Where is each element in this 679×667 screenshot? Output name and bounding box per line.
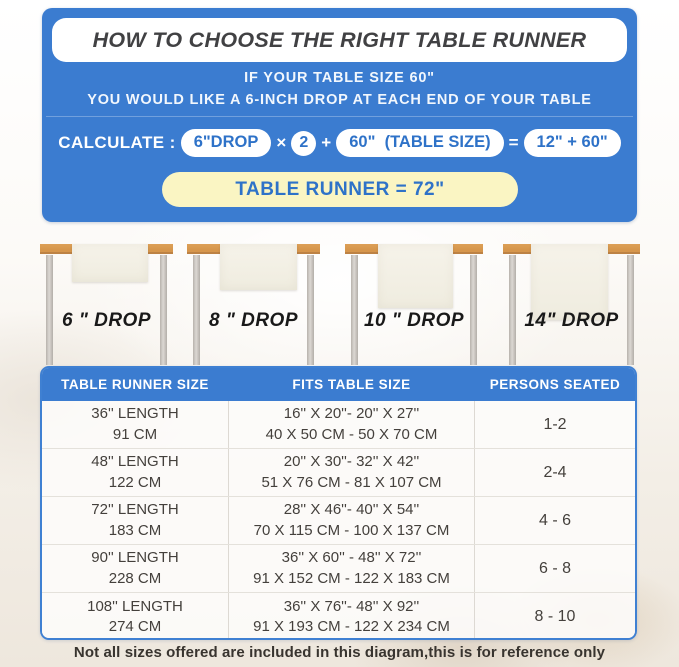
fits-size-line1: 36'' X 60'' - 48'' X 72''	[281, 549, 422, 567]
table-row	[42, 593, 635, 640]
cell-fits-size	[228, 401, 475, 448]
fits-size-line2: 40 X 50 CM - 50 X 70 CM	[265, 425, 438, 443]
cell-runner-size	[42, 497, 228, 544]
table-row	[42, 497, 635, 545]
header-banner	[42, 8, 637, 222]
footnote: Not all sizes offered are included in this diagram,this is for reference only	[73, 644, 606, 661]
cell-runner-size	[42, 593, 228, 640]
sum-pill: 12" + 60"	[524, 129, 621, 156]
runner-size-line2: 183 CM	[108, 521, 162, 539]
size-table-header	[42, 368, 635, 401]
times-operator: ×	[276, 133, 287, 152]
fits-size-line2: 91 X 152 CM - 122 X 183 CM	[253, 569, 450, 587]
fits-size-line1: 20'' X 30''- 32'' X 42''	[283, 453, 420, 471]
table-figure-10-drop	[345, 244, 483, 366]
drop-pill: 6"DROP	[181, 129, 272, 156]
header-cell-runner-size: TABLE RUNNER SIZE	[61, 377, 209, 392]
table-figure-6-drop	[40, 244, 173, 366]
runner-size-line2: 91 CM	[112, 425, 158, 443]
header-cell-fits-size: FITS TABLE SIZE	[292, 377, 411, 392]
runner-size-line1: 90'' LENGTH	[91, 549, 179, 567]
runner-size-line2: 274 CM	[108, 618, 162, 635]
table-runner-swatch	[220, 244, 297, 290]
subtitle-line-2: YOU WOULD LIKE A 6-INCH DROP AT EACH END OF YOUR TABLE	[87, 92, 592, 108]
table-row	[42, 545, 635, 593]
table-figure-14-drop	[503, 244, 640, 366]
plus-operator: +	[321, 133, 332, 152]
equals-operator: =	[508, 133, 519, 152]
table-row	[42, 449, 635, 497]
fits-size-line2: 51 X 76 CM - 81 X 107 CM	[261, 473, 442, 491]
multiplier-badge: 2	[291, 131, 316, 156]
table-runner-swatch	[531, 244, 608, 320]
cell-persons: 8 - 10	[534, 608, 576, 626]
size-table	[40, 366, 637, 640]
drop-label: 10 " DROP	[363, 310, 465, 331]
calc-row	[42, 128, 637, 158]
fits-size-line1: 36'' X 76''- 48'' X 92''	[283, 597, 420, 615]
fits-size-line1: 28'' X 46''- 40'' X 54''	[283, 501, 420, 519]
drop-label: 6 " DROP	[61, 310, 152, 331]
fits-size-line2: 70 X 115 CM - 100 X 137 CM	[253, 521, 450, 539]
runner-size-line1: 36'' LENGTH	[91, 405, 179, 423]
cell-persons: 4 - 6	[538, 511, 571, 529]
page-title: HOW TO CHOOSE THE RIGHT TABLE RUNNER	[92, 27, 587, 52]
title-box	[52, 18, 627, 62]
cell-fits-size	[228, 449, 475, 496]
fits-size-line2: 91 X 193 CM - 122 X 234 CM	[253, 618, 450, 635]
runner-size-line1: 72'' LENGTH	[91, 501, 179, 519]
cell-fits-size	[228, 545, 475, 592]
drop-label: 14" DROP	[524, 310, 619, 331]
drop-label: 8 " DROP	[208, 310, 299, 331]
drop-diagram	[0, 244, 679, 366]
table-figure-8-drop	[187, 244, 320, 366]
runner-size-line2: 122 CM	[108, 473, 162, 491]
cell-persons: 1-2	[543, 415, 567, 433]
table-runner-swatch	[378, 244, 453, 308]
table-row	[42, 401, 635, 449]
table-runner-swatch	[72, 244, 148, 282]
cell-fits-size	[228, 497, 475, 544]
runner-total-pill: TABLE RUNNER = 72"	[162, 172, 518, 207]
cell-runner-size	[42, 401, 228, 448]
banner-divider	[46, 116, 633, 117]
calc-label: CALCULATE :	[58, 133, 176, 152]
cell-runner-size	[42, 449, 228, 496]
table-size-pill: 60" (TABLE SIZE)	[336, 129, 503, 156]
header-cell-persons: PERSONS SEATED	[489, 377, 621, 392]
runner-size-line1: 48'' LENGTH	[91, 453, 179, 471]
fits-size-line1: 16'' X 20''- 20'' X 27''	[283, 405, 420, 423]
runner-size-line1: 108'' LENGTH	[87, 597, 183, 615]
cell-fits-size	[228, 593, 475, 640]
cell-persons: 2-4	[543, 463, 567, 481]
size-table-body	[42, 401, 635, 640]
runner-size-line2: 228 CM	[108, 569, 162, 587]
cell-persons: 6 - 8	[538, 559, 571, 577]
subtitle-line-1: IF YOUR TABLE SIZE 60"	[244, 70, 435, 86]
cell-runner-size	[42, 545, 228, 592]
